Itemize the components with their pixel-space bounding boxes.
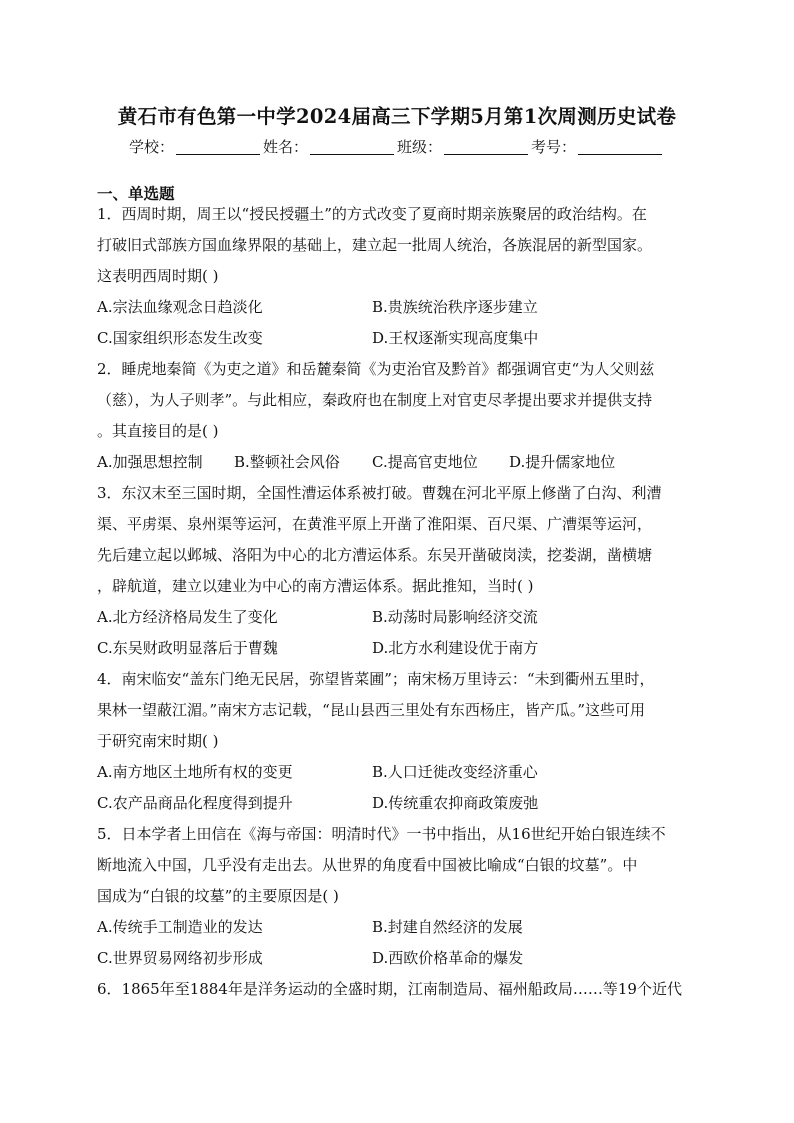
question-5-line-1: 5．日本学者上田信在《海与帝国：明清时代》一书中指出，从16世纪开始白银连续不 — [97, 825, 666, 843]
question-1-line-1: 1．西周时期，周王以“授民授疆土”的方式改变了夏商时期亲族聚居的政治结构。在 — [97, 205, 647, 223]
question-3-line-4: ，辟航道，建立以建业为中心的南方漕运体系。据此推知，当时( ) — [97, 577, 534, 595]
question-5-option-c: C.世界贸易网络初步形成 — [97, 949, 263, 967]
school-label: 学校： — [128, 138, 174, 156]
class-blank — [444, 139, 528, 155]
question-3-option-b: B.动荡时局影响经济交流 — [372, 608, 538, 626]
name-blank — [310, 139, 394, 155]
question-4-line-1: 4．南宋临安“盖东门绝无民居，弥望皆菜圃”；南宋杨万里诗云：“未到衢州五里时， — [97, 670, 655, 688]
question-3-option-d: D.北方水利建设优于南方 — [372, 639, 539, 657]
question-2-option-d: D.提升儒家地位 — [509, 453, 616, 471]
question-5-option-b: B.封建自然经济的发展 — [372, 918, 523, 936]
question-5-line-2: 断地流入中国，几乎没有走出去。从世界的角度看中国被比喻成“白银的坟墓”。中 — [97, 856, 638, 874]
question-1-option-b: B.贵族统治秩序逐步建立 — [372, 298, 538, 316]
question-2-option-b: B.整顿社会风俗 — [234, 453, 340, 471]
class-label: 班级： — [397, 138, 443, 156]
question-4-option-d: D.传统重农抑商政策废弛 — [372, 794, 539, 812]
question-4-line-3: 于研究南宋时期( ) — [97, 732, 219, 750]
question-4-option-a: A.南方地区土地所有权的变更 — [97, 763, 293, 781]
question-1-line-2: 打破旧式部族方国血缘界限的基础上，建立起一批周人统治，各族混居的新型国家。 — [97, 236, 653, 254]
question-3-option-c: C.东吴财政明显落后于曹魏 — [97, 639, 278, 657]
school-blank — [176, 139, 260, 155]
question-1-option-c: C.国家组织形态发生改变 — [97, 329, 263, 347]
question-2-line-3: 。其直接目的是( ) — [97, 422, 219, 440]
question-4-option-b: B.人口迁徙改变经济重心 — [372, 763, 538, 781]
question-5-option-d: D.西欧价格革命的爆发 — [372, 949, 524, 967]
exam-number-label: 考号： — [531, 138, 577, 156]
question-1-option-d: D.王权逐渐实现高度集中 — [372, 329, 539, 347]
question-4-line-2: 果林一望蔽江湄。”南宋方志记载，“昆山县西三里处有东西杨庄，皆产瓜。”这些可用 — [97, 701, 646, 719]
question-1-option-a: A.宗法血缘观念日趋淡化 — [97, 298, 263, 316]
question-2-line-1: 2．睡虎地秦简《为吏之道》和岳麓秦简《为吏治官及黔首》都强调官吏“为人父则兹 — [97, 360, 655, 378]
question-2-option-c: C.提高官吏地位 — [372, 453, 478, 471]
question-2-option-a: A.加强思想控制 — [97, 453, 203, 471]
question-5-line-3: 国成为“白银的坟墓”的主要原因是( ) — [97, 887, 339, 905]
student-info-fields — [0, 136, 794, 157]
question-3-line-2: 渠、平虏渠、泉州渠等运河，在黄淮平原上开凿了淮阳渠、百尺渠、广漕渠等运河， — [97, 515, 653, 533]
section-heading: 一、单选题 — [97, 184, 175, 203]
name-label: 姓名： — [262, 138, 308, 156]
question-4-option-c: C.农产品商品化程度得到提升 — [97, 794, 293, 812]
question-2-line-2: （慈），为人子则孝”。与此相应，秦政府也在制度上对官吏尽孝提出要求并提供支持 — [97, 391, 653, 409]
page-title: 黄石市有色第一中学2024届高三下学期5月第1次周测历史试卷 — [117, 105, 677, 128]
question-3-line-3: 先后建立起以邺城、洛阳为中心的北方漕运体系。东吴开凿破岗渎，挖娄湖，凿横塘 — [97, 546, 653, 564]
question-1-line-3: 这表明西周时期( ) — [97, 267, 219, 285]
question-3-line-1: 3．东汉末至三国时期，全国性漕运体系被打破。曹魏在河北平原上修凿了白沟、利漕 — [97, 484, 662, 502]
question-5-option-a: A.传统手工制造业的发达 — [97, 918, 263, 936]
question-6-line-1: 6．1865年至1884年是洋务运动的全盛时期，江南制造局、福州船政局……等19个近代 — [97, 980, 682, 998]
question-3-option-a: A.北方经济格局发生了变化 — [97, 608, 278, 626]
exam-number-blank — [578, 139, 662, 155]
